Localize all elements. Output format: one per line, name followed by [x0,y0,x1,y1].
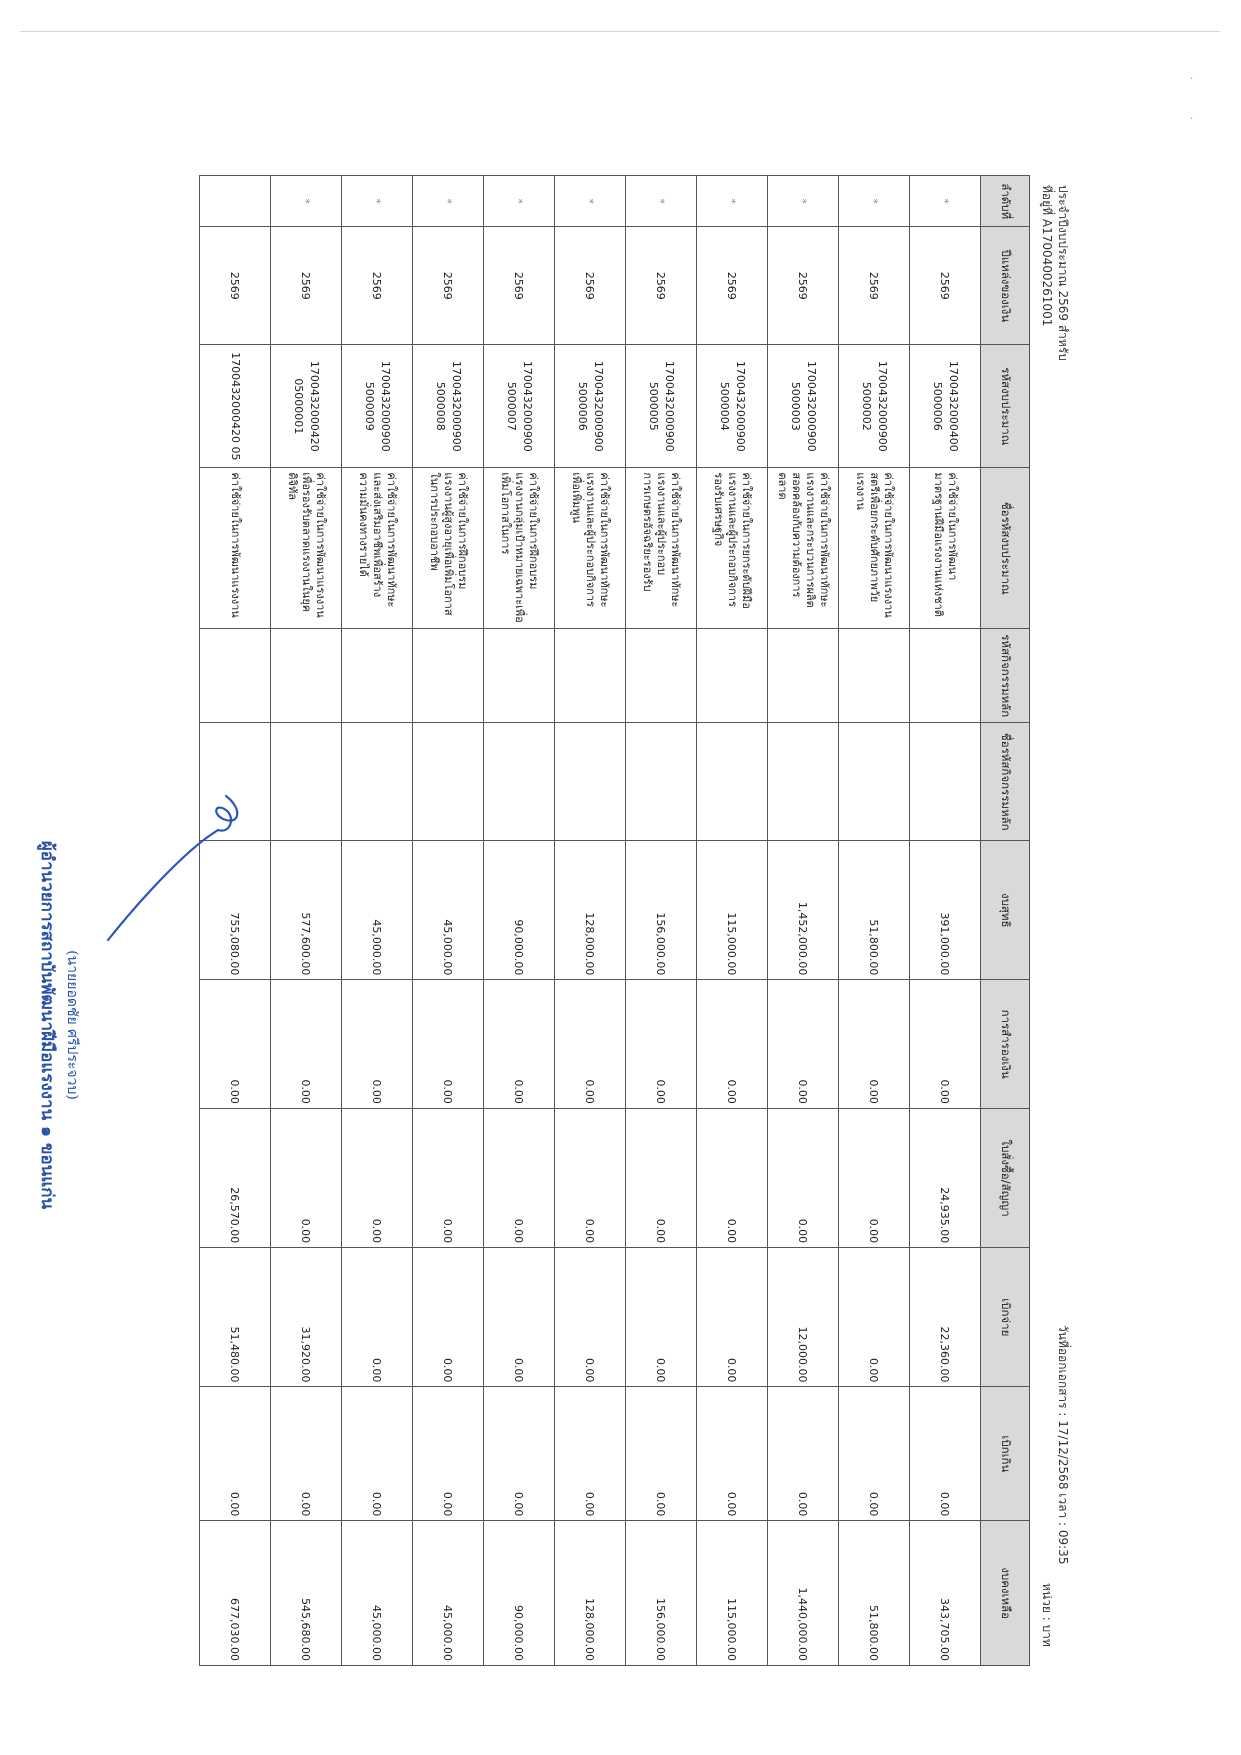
col-header-name: ชื่อรหัสงบประมาณ [981,468,1030,629]
cell-no [200,176,271,227]
col-header-reserve: การสำรองเงิน [981,980,1030,1109]
cell-reserve: 0.00 [342,980,413,1109]
table-row [910,176,981,1666]
cell-activity-code [200,629,271,723]
cell-name: ค่าใช้จ่ายในการพัฒนาทักษะแรงงานและผู้ประกอบกิจการเพื่อเพิ่มพูน [555,468,626,629]
cell-activity-code [768,629,839,723]
table-row [555,176,626,1666]
col-header-po: ใบสั่งซื้อ/สัญญา [981,1108,1030,1247]
cell-disburse: 0.00 [342,1248,413,1387]
cell-name: ค่าใช้จ่ายในการยกระดับฝีมือแรงงานและผู้ประกอบกิจการรองรับเศรษฐกิจ [697,468,768,629]
cell-disburse: 0.00 [484,1248,555,1387]
cell-po: 0.00 [342,1108,413,1247]
cell-balance: 90,000.00 [484,1521,555,1666]
cell-name: ค่าใช้จ่ายในการฝึกอบรมแรงงานผู้สูงอายุเพื่อเพิ่มโอกาสในการประกอบอาชีพ [413,468,484,629]
cell-name: ค่าใช้จ่ายในการฝึกอบรมแรงงานกลุ่มเป้าหมายเฉพาะเพื่อเพิ่มโอกาสในการ [484,468,555,629]
cell-po: 0.00 [271,1108,342,1247]
cell-over: 0.00 [200,1387,271,1521]
cell-disburse: 0.00 [413,1248,484,1387]
cell-activity-code [910,629,981,723]
cell-year: 2569 [697,227,768,345]
cell-activity-code [697,629,768,723]
cell-year: 2569 [768,227,839,345]
cell-activity-code [271,629,342,723]
cell-activity-code [413,629,484,723]
cell-activity-code [484,629,555,723]
cell-activity-name [697,723,768,841]
col-header-balance: งบคงเหลือ [981,1521,1030,1666]
cell-balance: 677,030.00 [200,1521,271,1666]
cell-code: 1700432000900 5000009 [342,345,413,468]
cell-over: 0.00 [626,1387,697,1521]
cell-disburse: 0.00 [555,1248,626,1387]
cell-name: ค่าใช้จ่ายในการพัฒนาแรงงานสตรีเพื่อยกระดับศักยภาพวัยแรงงาน [839,468,910,629]
cell-code: 1700432000900 5000005 [626,345,697,468]
cell-disburse: 0.00 [626,1248,697,1387]
cell-activity-name [839,723,910,841]
cell-balance: 115,000.00 [697,1521,768,1666]
cell-no: * [555,176,626,227]
cell-reserve: 0.00 [697,980,768,1109]
scan-top-rule [20,31,1220,32]
signatory-title: ผู้อำนวยการสถาบันพัฒนาฝีมือแรงงาน ๑ ขอนแก่น [37,840,57,1210]
cell-code: 1700432000900 5000007 [484,345,555,468]
table-row [342,176,413,1666]
cell-activity-code [555,629,626,723]
cell-no: * [697,176,768,227]
cell-reserve: 0.00 [910,980,981,1109]
table-row [697,176,768,1666]
cell-over: 0.00 [697,1387,768,1521]
cell-over: 0.00 [271,1387,342,1521]
cell-name: ค่าใช้จ่ายในการพัฒนาทักษะแรงงานและกระบวนการผลิตสอดคล้องกับความต้องการตลาด [768,468,839,629]
cell-reserve: 0.00 [626,980,697,1109]
cell-reserve: 0.00 [200,980,271,1109]
signature-scribble [98,790,248,950]
cell-net: 577,600.00 [271,841,342,980]
cell-code: 1700432000900 5000008 [413,345,484,468]
cell-balance: 156,000.00 [626,1521,697,1666]
cell-balance: 51,800.00 [839,1521,910,1666]
col-header-activity-code: รหัสกิจกรรมหลัก [981,629,1030,723]
cell-name: ค่าใช้จ่ายในการพัฒนาแรงงานเพื่อรองรับตลาดแรงงานในยุคดิจิทัล [271,468,342,629]
cell-activity-name [484,723,555,841]
cell-net: 391,000.00 [910,841,981,980]
cell-code: 1700432000400 5000006 [910,345,981,468]
cell-net: 45,000.00 [413,841,484,980]
cell-net: 51,800.00 [839,841,910,980]
cell-net: 45,000.00 [342,841,413,980]
cell-disburse: 12,000.00 [768,1248,839,1387]
scan-specks: · · [1190,74,1194,125]
cell-reserve: 0.00 [413,980,484,1109]
cell-net: 90,000.00 [484,841,555,980]
col-header-code: รหัสงบประมาณ [981,345,1030,468]
cell-year: 2569 [839,227,910,345]
col-header-year: ปีแหล่งของเงิน [981,227,1030,345]
cell-over: 0.00 [555,1387,626,1521]
cell-name: ค่าใช้จ่ายในการพัฒนาแรงงาน [200,468,271,629]
cell-over: 0.00 [910,1387,981,1521]
cell-net: 1,452,000.00 [768,841,839,980]
cell-po: 0.00 [555,1108,626,1247]
rotated-report-page [8,175,1108,1675]
cell-year: 2569 [555,227,626,345]
cell-name: ค่าใช้จ่ายในการพัฒนาทักษะแรงงานและผู้ประกอบการเกษตรอัจฉริยะรองรับ [626,468,697,629]
cell-code: 1700432000420 05000001 [271,345,342,468]
cell-po: 26,570.00 [200,1108,271,1247]
cell-over: 0.00 [342,1387,413,1521]
cell-reserve: 0.00 [271,980,342,1109]
table-row [413,176,484,1666]
report-heading: ประจำปีงบประมาณ 2569 สำหรับ [1056,185,1070,361]
cell-name: ค่าใช้จ่ายในการพัฒนาทักษะและส่งเสริมอาชีพเพื่อสร้างความมั่นคงทางรายได้ [342,468,413,629]
cell-net: 115,000.00 [697,841,768,980]
cell-net: 128,000.00 [555,841,626,980]
cell-net: 755,080.00 [200,841,271,980]
cell-year: 2569 [200,227,271,345]
cell-activity-name [342,723,413,841]
cell-balance: 1,440,000.00 [768,1521,839,1666]
cell-code: 1700432000900 5000006 [555,345,626,468]
cell-balance: 545,680.00 [271,1521,342,1666]
cell-no: * [626,176,697,227]
table-row [271,176,342,1666]
cell-activity-name [626,723,697,841]
report-subheading: ที่อยู่ที่ A1700400261001 [1040,185,1054,327]
cell-po: 0.00 [839,1108,910,1247]
cell-activity-name [555,723,626,841]
cell-year: 2569 [413,227,484,345]
cell-po: 24,935.00 [910,1108,981,1247]
cell-reserve: 0.00 [839,980,910,1109]
cell-disburse: 0.00 [839,1248,910,1387]
cell-activity-name [413,723,484,841]
cell-code: 1700432000900 5000004 [697,345,768,468]
cell-code: 1700432000900 5000002 [839,345,910,468]
cell-over: 0.00 [839,1387,910,1521]
table-row [768,176,839,1666]
table-header-row [981,176,1030,1666]
col-header-net: งบสุทธิ [981,841,1030,980]
cell-disburse: 22,360.00 [910,1248,981,1387]
unit-label: หน่วย : บาท [1040,1583,1054,1647]
print-date: วันที่ออกเอกสาร : 17/12/2568 เวลา : 09:35 [1056,1325,1070,1565]
col-header-activity-name: ชื่อรหัสกิจกรรมหลัก [981,723,1030,841]
cell-po: 0.00 [768,1108,839,1247]
table-row [839,176,910,1666]
cell-activity-code [342,629,413,723]
table-row [626,176,697,1666]
cell-disburse: 0.00 [697,1248,768,1387]
cell-activity-name [271,723,342,841]
col-header-no: ลำดับที่ [981,176,1030,227]
col-header-disburse: เบิกจ่าย [981,1248,1030,1387]
cell-activity-code [626,629,697,723]
cell-disburse: 31,920.00 [271,1248,342,1387]
cell-activity-name [910,723,981,841]
cell-year: 2569 [626,227,697,345]
cell-balance: 45,000.00 [342,1521,413,1666]
cell-over: 0.00 [768,1387,839,1521]
cell-year: 2569 [342,227,413,345]
cell-over: 0.00 [484,1387,555,1521]
cell-disburse: 51,480.00 [200,1248,271,1387]
cell-no: * [768,176,839,227]
budget-table [199,175,1030,1666]
col-header-over: เบิกเกิน [981,1387,1030,1521]
cell-balance: 343,705.00 [910,1521,981,1666]
cell-reserve: 0.00 [768,980,839,1109]
cell-po: 0.00 [413,1108,484,1247]
cell-no: * [910,176,981,227]
cell-year: 2569 [484,227,555,345]
cell-no: * [271,176,342,227]
cell-name: ค่าใช้จ่ายในการพัฒนามาตรฐานฝีมือแรงงานแห่งชาติ [910,468,981,629]
cell-balance: 128,000.00 [555,1521,626,1666]
cell-reserve: 0.00 [484,980,555,1109]
cell-no: * [413,176,484,227]
cell-code: 1700432000420 05 [200,345,271,468]
cell-balance: 45,000.00 [413,1521,484,1666]
cell-reserve: 0.00 [555,980,626,1109]
cell-no: * [484,176,555,227]
cell-over: 0.00 [413,1387,484,1521]
cell-po: 0.00 [484,1108,555,1247]
cell-activity-name [768,723,839,841]
cell-net: 156,000.00 [626,841,697,980]
signatory-name: (นายยอดชัย ศรีประจวบ) [64,950,80,1100]
cell-po: 0.00 [626,1108,697,1247]
cell-no: * [342,176,413,227]
cell-activity-code [839,629,910,723]
table-row [484,176,555,1666]
cell-year: 2569 [271,227,342,345]
cell-po: 0.00 [697,1108,768,1247]
cell-code: 1700432000900 5000003 [768,345,839,468]
cell-no: * [839,176,910,227]
cell-year: 2569 [910,227,981,345]
